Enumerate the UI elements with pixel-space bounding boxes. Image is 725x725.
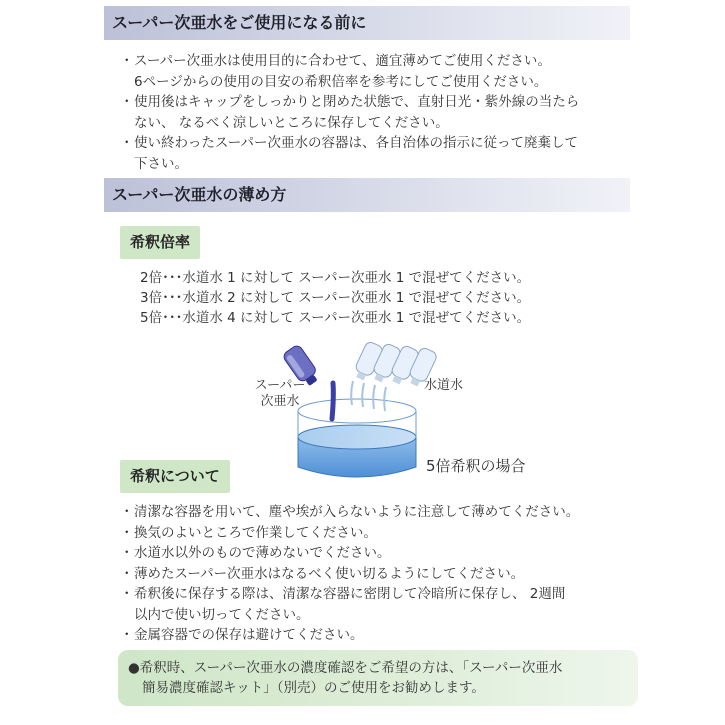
water-basin xyxy=(298,399,416,477)
subheading-ratio: 希釈倍率 xyxy=(120,226,200,259)
ratio-list xyxy=(140,268,530,328)
subheading-about-dilution: 希釈について xyxy=(120,460,230,493)
list-item: ・清潔な容器を用いて、塵や埃が入らないように注意して薄めてください。 xyxy=(120,504,580,520)
list-item: ・希釈後に保存する際は、清潔な容器に密閉して冷暗所に保存し、 2週間 以内で使い切ってください。 xyxy=(120,586,566,623)
dilution-notes-list xyxy=(120,502,640,646)
label-product: スーパー 次亜水 xyxy=(254,378,306,409)
product-stream xyxy=(332,383,333,419)
section-header-before-use xyxy=(104,6,630,40)
section-title: スーパー次亜水の薄め方 xyxy=(112,185,287,204)
ratio-line: 5倍･･･水道水 4 に対して スーパー次亜水 1 で混ぜてください。 xyxy=(140,310,531,326)
ratio-line: 2倍･･･水道水 1 に対して スーパー次亜水 1 で混ぜてください。 xyxy=(140,270,531,286)
label-tap-water: 水道水 xyxy=(424,378,464,393)
list-item: ・換気のよいところで作業してください。 xyxy=(120,524,377,541)
section-header-dilution xyxy=(104,178,630,212)
list-item: ・水道水以外のもので薄めないでください。 xyxy=(120,545,391,561)
figure-caption: 5倍希釈の場合 xyxy=(426,457,526,475)
list-item: ・金属容器での保存は避けてください。 xyxy=(120,627,364,643)
bullet-dot-icon: ● xyxy=(128,660,140,676)
section-title: スーパー次亜水をご使用になる前に xyxy=(112,13,367,32)
kit-recommendation-note: ●希釈時、スーパー次亜水の濃度確認をご希望の方は、「スーパー次亜水 簡易濃度確認キット」（別売）のご使用をお勧めします。 xyxy=(118,650,638,706)
list-item: ・薄めたスーパー次亜水はなるべく使い切るようにしてください。 xyxy=(120,565,525,582)
ratio-line: 3倍･･･水道水 2 に対して スーパー次亜水 1 で混ぜてください。 xyxy=(140,290,531,306)
before-use-list xyxy=(120,51,640,174)
water-streams xyxy=(351,381,386,411)
list-item: ・使用後はキャップをしっかりと閉めた状態で、直射日光・紫外線の当たら ない、 なるべく涼しいところに保存してください。 xyxy=(120,94,580,131)
list-item: ・スーパー次亜水は使用目的に合わせて、適宜薄めてご使用ください。 6ページからの使用の目安の希釈倍率を参考にしてご使用ください。 xyxy=(120,53,551,90)
list-item: ・使い終わったスーパー次亜水の容器は、各自治体の指示に従って廃棄して 下さい。 xyxy=(120,135,579,172)
